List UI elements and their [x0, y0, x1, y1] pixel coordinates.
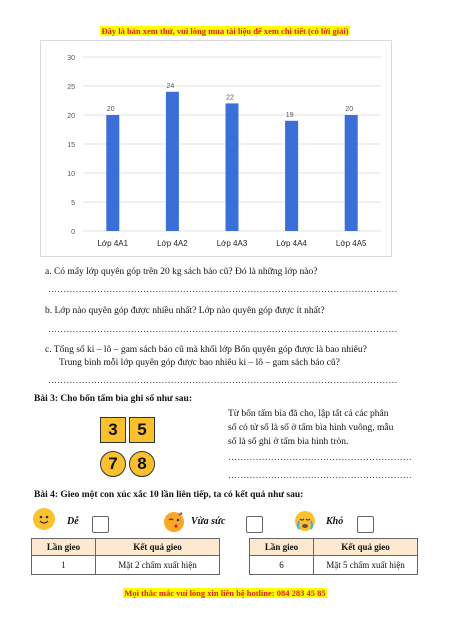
- cell-roll-number: 1: [32, 556, 96, 575]
- data-label: 20: [345, 106, 354, 113]
- bar: [106, 115, 119, 231]
- option-hard-label: Khó: [326, 516, 344, 527]
- option-medium-label: Vừa sức: [191, 516, 226, 527]
- bar: [345, 115, 358, 231]
- table-row: [250, 556, 418, 575]
- x-tick-label: Lớp 4A4: [276, 239, 307, 248]
- data-label: 19: [285, 111, 294, 119]
- answer-line-c: ……………………………………………………………………………………………………: [48, 375, 398, 385]
- square-card-5: 5: [129, 417, 155, 443]
- header-lan-gieo: Lần gieo: [32, 539, 96, 556]
- table-header-row: [250, 539, 418, 556]
- bar-chart: [40, 40, 392, 257]
- table-row: [32, 556, 220, 575]
- bar: [226, 103, 239, 231]
- bai3-answer-line1: ……………………………………………………: [228, 452, 412, 462]
- x-tick-label: Lớp 4A1: [97, 239, 129, 248]
- circle-card-7: 7: [100, 451, 126, 477]
- bai3-answer-line2: ……………………………………………………: [228, 470, 412, 480]
- bai3-text-line3: số là số ghi ở tấm bìa hình tròn.: [228, 437, 349, 447]
- hotline-footer: Mọi thắc mắc vui lòng xin liên hệ hotline: 084 283 45 85: [124, 588, 326, 598]
- header-ket-qua: Kết quả gieo: [314, 539, 418, 556]
- header-ket-qua: Kết quả gieo: [96, 539, 220, 556]
- answer-line-b: ……………………………………………………………………………………………………: [48, 324, 398, 334]
- bar: [166, 92, 179, 231]
- bai3-text-line2: số có tử số là số ở tấm bìa hình vuông, mẫu: [228, 423, 394, 433]
- kiss-emoji-icon: [163, 511, 185, 533]
- header-lan-gieo: Lần gieo: [250, 539, 314, 556]
- chart-svg: [41, 41, 391, 256]
- x-tick-label: Lớp 4A5: [335, 239, 367, 248]
- table-header-row: [32, 539, 220, 556]
- y-tick-label: 25: [67, 84, 75, 91]
- y-tick-label: 0: [71, 229, 75, 236]
- y-tick-label: 30: [67, 55, 75, 62]
- results-table-right: [249, 538, 418, 575]
- data-label: 22: [226, 94, 234, 102]
- bai3-text-line1: Từ bốn tấm bìa đã cho, lập tất cả các phân: [228, 409, 389, 419]
- question-c-line2: Trung bình mỗi lớp quyên góp được bao nhiêu ki – lô – gam sách báo cũ?: [59, 358, 340, 368]
- question-c: c. Tổng số ki – lô – gam sách báo cũ mà khối lớp Bốn quyên góp được là bao nhiêu?: [45, 345, 367, 355]
- question-b: b. Lớp nào quyên góp được nhiều nhất? Lớp nào quyên góp được ít nhất?: [45, 306, 325, 316]
- cell-roll-number: 6: [250, 556, 314, 575]
- crying-emoji-icon: [294, 510, 316, 532]
- cell-roll-result: Mặt 5 chấm xuất hiện: [314, 556, 418, 575]
- y-tick-label: 15: [67, 142, 75, 149]
- option-medium-checkbox[interactable]: [246, 516, 263, 533]
- y-tick-label: 10: [67, 171, 75, 178]
- x-tick-label: Lớp 4A2: [157, 239, 188, 248]
- data-label: 24: [166, 82, 175, 90]
- bai3-title: Bài 3: Cho bốn tấm bìa ghi số như sau:: [34, 394, 193, 404]
- cell-roll-result: Mặt 2 chấm xuất hiện: [96, 556, 220, 575]
- option-easy-checkbox[interactable]: [92, 516, 109, 533]
- circle-card-8: 8: [129, 451, 155, 477]
- data-label: 20: [106, 106, 115, 113]
- option-easy-label: Dễ: [67, 516, 79, 527]
- bar: [285, 121, 298, 231]
- preview-banner: Đây là bản xem thử, vui lòng mua tài liệu để xem chi tiết (có lời giải): [101, 26, 349, 36]
- thumbs-up-emoji-icon: [33, 508, 55, 530]
- square-card-3: 3: [100, 417, 126, 443]
- y-tick-label: 20: [67, 113, 75, 120]
- bai4-title: Bài 4: Gieo một con xúc xắc 10 lần liên tiếp, ta có kết quả như sau:: [34, 490, 304, 500]
- results-table-left: [31, 538, 220, 575]
- question-a: a. Có mấy lớp quyên góp trên 20 kg sách báo cũ? Đó là những lớp nào?: [45, 267, 318, 277]
- y-tick-label: 5: [71, 200, 75, 207]
- answer-line-a: ……………………………………………………………………………………………………: [48, 284, 398, 294]
- option-hard-checkbox[interactable]: [357, 516, 374, 533]
- x-tick-label: Lớp 4A3: [216, 239, 248, 248]
